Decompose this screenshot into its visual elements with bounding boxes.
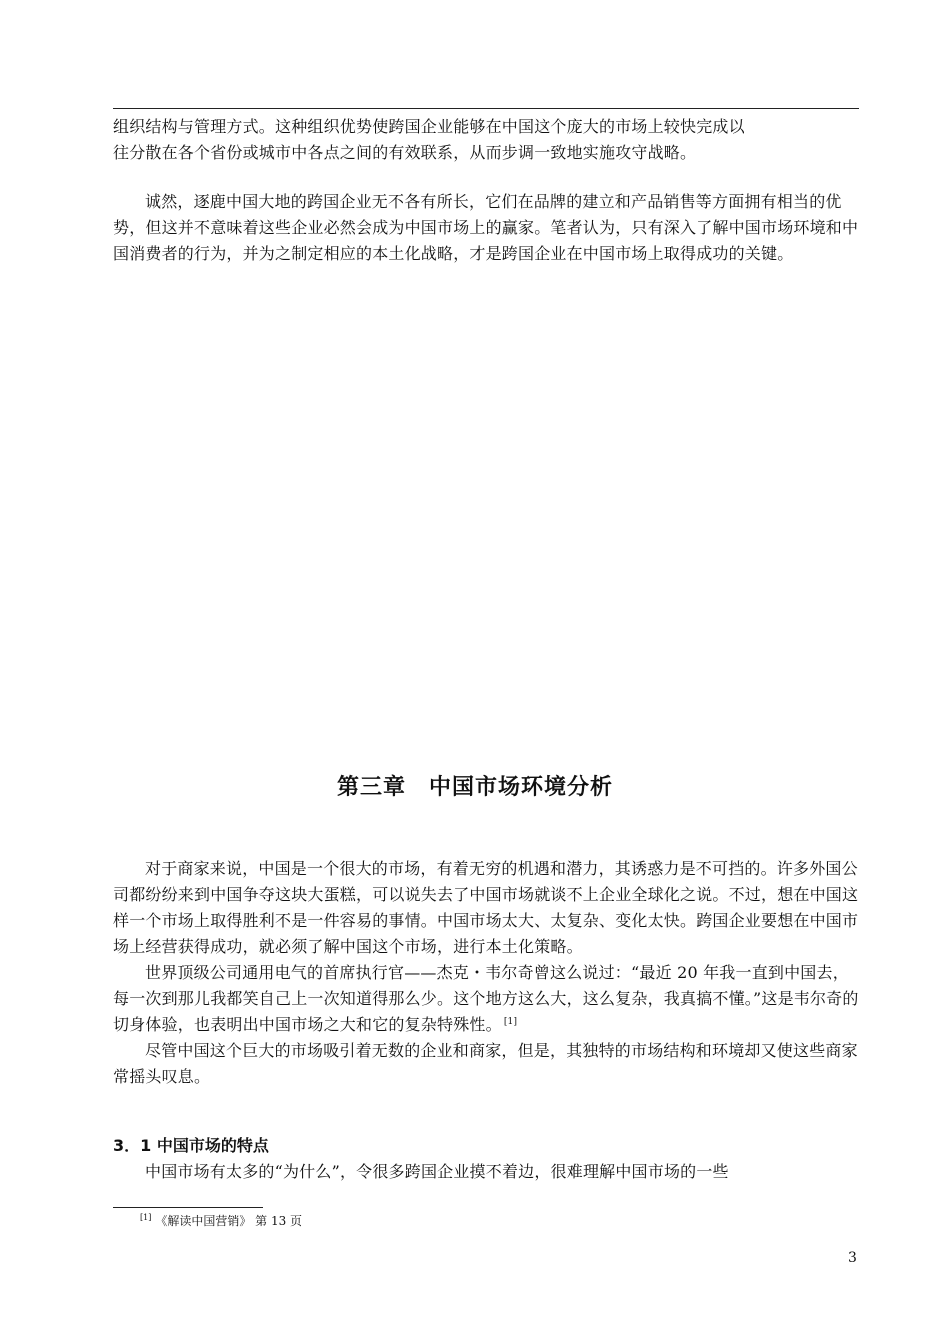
continuation-line-2: 往分散在各个省份或城市中各点之间的有效联系，从而步调一致地实施攻守战略。 bbox=[113, 143, 697, 162]
footnote-mark: [1] bbox=[140, 1213, 152, 1222]
section-body bbox=[113, 1159, 859, 1185]
chapter-paragraph-1: 对于商家来说，中国是一个很大的市场，有着无穷的机遇和潜力，其诱惑力是不可挡的。许多外国公司都纷纷来到中国争夺这块大蛋糕，可以说失去了中国市场就谈不上企业全球化之说。不过，想在中国这样一个市场上取得胜利不是一件容易的事情。中国市场太大、太复杂、变化太快。跨国企业要想在中国市场上经营获得成功，就必须了解中国这个市场，进行本土化策略。 bbox=[113, 859, 859, 956]
top-divider bbox=[113, 108, 859, 109]
continuation-line-1: 组织结构与管理方式。这种组织优势使跨国企业能够在中国这个庞大的市场上较快完成以 bbox=[113, 117, 745, 136]
footnote-text: 《解读中国营销》 第 13 页 bbox=[155, 1214, 303, 1228]
chapter-paragraph-2 bbox=[113, 960, 859, 1038]
section-paragraph: 中国市场有太多的“为什么”，令很多跨国企业摸不着边，很难理解中国市场的一些 bbox=[145, 1162, 729, 1181]
quote-text: 世界顶级公司通用电气的首席执行官——杰克・韦尔奇曾这么说过：“最近 20 年我一直到中国去，每一次到那儿我都笑自己上一次知道得那么少。这个地方这么大，这么复杂，我真搞不懂。”这是韦尔奇的切身体验，也表明出中国市场之大和它的复杂特殊性。 bbox=[113, 963, 859, 1034]
page-number: 3 bbox=[848, 1250, 857, 1266]
chapter-title: 第三章 中国市场环境分析 bbox=[336, 775, 613, 800]
paragraph-text: 诚然，逐鹿中国大地的跨国企业无不各有所长，它们在品牌的建立和产品销售等方面拥有相当的优势，但这并不意味着这些企业必然会成为中国市场上的赢家。笔者认为，只有深入了解中国市场环境和中国消费者的行为，并为之制定相应的本土化战略，才是跨国企业在中国市场上取得成功的关键。 bbox=[113, 192, 859, 263]
footnote-divider bbox=[113, 1207, 263, 1208]
footnote-reference[interactable]: [1] bbox=[503, 1016, 518, 1027]
section-heading: 3．1 中国市场的特点 bbox=[113, 1136, 269, 1155]
chapter-body bbox=[113, 856, 859, 1090]
footnote bbox=[140, 1213, 302, 1229]
chapter-paragraph-3: 尽管中国这个巨大的市场吸引着无数的企业和商家，但是，其独特的市场结构和环境却又使这些商家常摇头叹息。 bbox=[113, 1041, 858, 1086]
continuation-paragraph bbox=[113, 114, 859, 166]
conclusion-paragraph bbox=[113, 189, 859, 267]
